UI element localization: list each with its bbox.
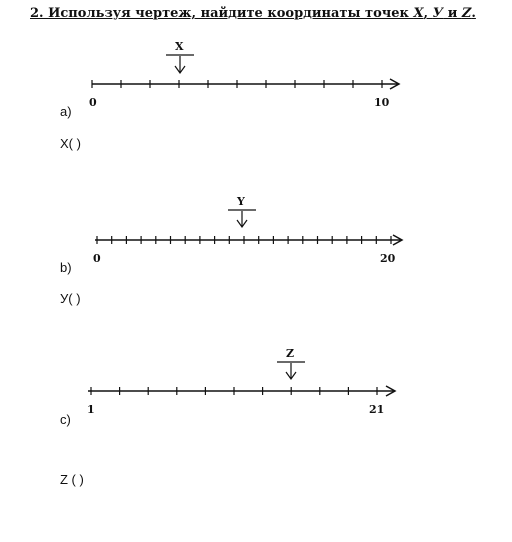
end-label-c: 21 xyxy=(369,403,385,416)
end-label-b: 20 xyxy=(380,252,396,265)
end-label-a: 10 xyxy=(374,96,390,109)
number-line-c xyxy=(88,386,395,396)
task-title: 2. Используя чертеж, найдите координаты точек X, У и Z. xyxy=(30,6,476,21)
number-line-a xyxy=(92,79,399,89)
answer-x: X( ) xyxy=(60,136,81,151)
part-letter-b: b) xyxy=(60,260,72,275)
marker-label-z: Z xyxy=(286,347,295,360)
number-line-b xyxy=(95,235,402,245)
marker-arrow-z xyxy=(277,362,305,379)
start-label-c: 1 xyxy=(87,403,95,416)
marker-arrow-y xyxy=(228,210,256,227)
start-label-b: 0 xyxy=(93,252,101,265)
marker-label-y: Y xyxy=(237,195,245,208)
start-label-a: 0 xyxy=(89,96,97,109)
marker-arrow-x xyxy=(166,55,194,73)
marker-label-x: X xyxy=(175,40,184,53)
answer-y: У( ) xyxy=(60,291,81,306)
part-letter-a: a) xyxy=(60,104,72,119)
part-letter-c: c) xyxy=(60,412,71,427)
answer-z: Z ( ) xyxy=(60,472,84,487)
